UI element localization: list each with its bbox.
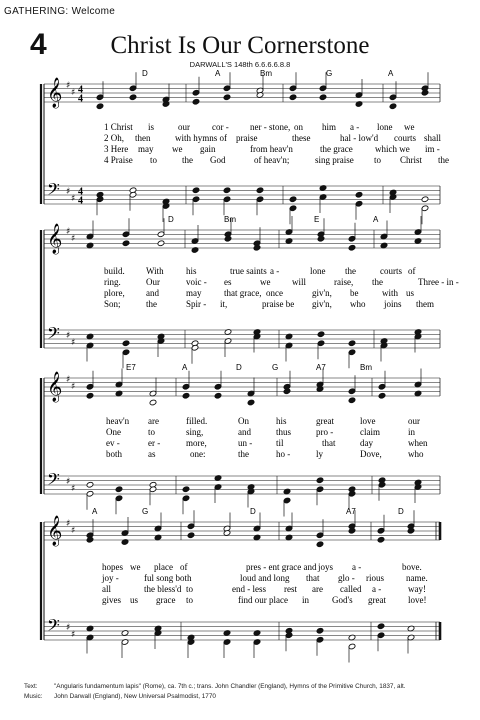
chord-symbol: D — [142, 69, 148, 78]
lyric-syllable: 3 Here — [104, 144, 129, 154]
lyric-syllable: his — [186, 266, 197, 276]
lyric-syllable: which we — [375, 144, 410, 154]
lyric-syllable: joys — [318, 562, 334, 572]
note-head — [86, 392, 94, 399]
chord-symbol: A — [373, 215, 379, 224]
chord-symbol: G — [272, 363, 279, 372]
tune-name: DARWALL'S 148th 6.6.6.6.8.8 — [189, 60, 291, 69]
lyric-syllable: who — [408, 449, 424, 459]
key-signature: ♯ — [71, 526, 76, 536]
lyric-syllable: we — [260, 277, 271, 287]
lyric-syllable: find our place — [238, 595, 288, 605]
lyric-syllable: in — [302, 595, 310, 605]
treble-clef: 𝄞 — [47, 224, 63, 254]
note-head — [223, 94, 231, 101]
lyric-syllable: ner - stone, — [250, 122, 291, 132]
lyric-syllable: his — [276, 416, 287, 426]
credit-text-value: "Angularis fundamentum lapis" (Rome), ca. 7th c.; trans. John Chandler (England), Hymns of the Primitive Church, 1837, alt. — [54, 683, 406, 690]
lyric-syllable: raise, — [334, 277, 354, 287]
lyric-syllable: rious — [366, 573, 384, 583]
lyric-syllable: great — [368, 595, 386, 605]
lyric-syllable: with — [382, 288, 399, 298]
lyric-syllable: and — [146, 288, 159, 298]
time-signature: 4 — [78, 84, 83, 96]
lyric-syllable: lone — [310, 266, 326, 276]
lyric-syllable: glo - — [338, 573, 355, 583]
lyric-syllable: 2 Oh, — [104, 133, 124, 143]
note-head — [289, 196, 297, 203]
key-signature: ♯ — [71, 338, 76, 348]
lyric-syllable: are — [148, 416, 159, 426]
credit-music — [24, 693, 216, 700]
credit-text — [24, 683, 406, 690]
note-head — [157, 240, 165, 247]
note-head — [355, 191, 363, 198]
note-head — [247, 399, 255, 406]
key-signature: ♯ — [66, 623, 71, 633]
lyric-syllable: the — [438, 155, 449, 165]
time-signature: 4 — [78, 93, 83, 105]
lyric-syllable: 1 Christ — [104, 122, 133, 132]
lyric-syllable: Spir - — [186, 299, 207, 309]
lyric-syllable: a - — [270, 266, 280, 276]
lyric-syllable: Dove, — [360, 449, 382, 459]
lyric-syllable: us — [406, 288, 415, 298]
lyric-syllable: a - — [372, 584, 382, 594]
lyric-syllable: love — [360, 416, 376, 426]
lyric-syllable: pro - — [316, 427, 334, 437]
lyric-syllable: ev - — [106, 438, 120, 448]
lyric-syllable: in — [408, 427, 416, 437]
lyric-syllable: great — [316, 416, 334, 426]
note-head — [115, 486, 123, 493]
lyric-syllable: that — [322, 438, 336, 448]
lyric-syllable: a - — [352, 562, 362, 572]
lyric-syllable: ly — [316, 449, 324, 459]
lyric-syllable: sing, — [186, 427, 204, 437]
lyric-syllable: place — [154, 562, 173, 572]
lyric-syllable: courts — [380, 266, 402, 276]
note-head — [316, 541, 324, 548]
key-signature: ♯ — [71, 630, 76, 640]
lyric-syllable: Son; — [104, 299, 121, 309]
lyric-syllable: may — [138, 144, 154, 154]
lyric-syllable: a - — [350, 122, 360, 132]
note-head — [256, 187, 264, 194]
lyric-syllable: the bless'd — [144, 584, 182, 594]
note-head — [389, 103, 397, 110]
lyric-syllable: God's — [332, 595, 353, 605]
lyric-syllable: til — [276, 438, 284, 448]
lyric-syllable: our — [178, 122, 190, 132]
key-signature: ♯ — [71, 484, 76, 494]
lyric-syllable: may — [186, 288, 202, 298]
note-head — [348, 340, 356, 347]
lyric-syllable: the — [345, 266, 356, 276]
lyric-syllable: end - less — [232, 584, 266, 594]
lyric-syllable: Three - in - — [418, 277, 459, 287]
treble-clef: 𝄞 — [47, 516, 63, 546]
bass-clef: 𝄢 — [47, 615, 60, 639]
lyric-syllable: be — [350, 288, 359, 298]
key-signature: ♯ — [66, 375, 71, 385]
lyric-syllable: the — [182, 155, 193, 165]
lyric-syllable: On — [238, 416, 249, 426]
lyric-syllable: with hymns of — [175, 133, 228, 143]
lyric-syllable: love! — [408, 595, 427, 605]
note-head — [96, 103, 104, 110]
lyric-syllable: will — [292, 277, 307, 287]
note-head — [223, 187, 231, 194]
lyric-syllable: sing praise — [315, 155, 354, 165]
lyric-syllable: it, — [220, 299, 228, 309]
lyric-syllable: we — [172, 144, 183, 154]
lyric-syllable: we — [404, 122, 415, 132]
lyric-syllable: more, — [186, 438, 207, 448]
note-head — [122, 240, 130, 247]
lyric-syllable: un - — [238, 438, 253, 448]
bass-clef: 𝄢 — [47, 469, 60, 493]
note-head — [149, 399, 157, 406]
lyric-syllable: pres - ent grace and — [246, 562, 317, 572]
time-signature: 4 — [78, 195, 83, 207]
lyric-syllable: both — [106, 449, 123, 459]
lyric-syllable: praise — [236, 133, 258, 143]
note-head — [377, 623, 385, 630]
lyric-syllable: called — [340, 584, 362, 594]
lyric-syllable: 4 Praise — [104, 155, 133, 165]
chord-symbol: A7 — [316, 363, 326, 372]
lyric-syllable: are — [312, 584, 323, 594]
note-head — [317, 331, 325, 338]
lyric-syllable: to — [186, 584, 194, 594]
lyric-syllable: true saints — [230, 266, 267, 276]
key-signature: ♯ — [66, 187, 71, 197]
lyric-syllable: the — [146, 299, 157, 309]
lyric-syllable: joins — [384, 299, 402, 309]
lyric-syllable: once — [266, 288, 283, 298]
chord-symbol: A7 — [346, 507, 356, 516]
key-signature: ♯ — [66, 331, 71, 341]
lyric-syllable: to — [186, 595, 194, 605]
note-head — [182, 392, 190, 399]
bass-clef: 𝄢 — [47, 323, 60, 347]
chord-symbol: A — [215, 69, 221, 78]
key-signature: ♯ — [66, 81, 71, 91]
lyric-syllable: ring. — [104, 277, 121, 287]
credit-text-label: Text: — [24, 683, 38, 690]
lyric-syllable: heav'n — [106, 416, 130, 426]
key-signature: ♯ — [66, 477, 71, 487]
lyric-syllable: from heav'n — [250, 144, 293, 154]
lyric-syllable: and — [238, 427, 251, 437]
lyric-syllable: on — [294, 122, 303, 132]
lyric-syllable: all — [102, 584, 111, 594]
chord-symbol: Bm — [224, 215, 236, 224]
key-signature: ♯ — [71, 382, 76, 392]
bass-clef: 𝄢 — [47, 179, 60, 203]
lyric-syllable: day — [360, 438, 373, 448]
lyric-syllable: way! — [408, 584, 426, 594]
chord-symbol: A — [92, 507, 98, 516]
note-head — [421, 196, 429, 203]
key-signature: ♯ — [71, 234, 76, 244]
chord-symbol: A — [388, 69, 394, 78]
note-head — [187, 532, 195, 539]
chord-symbol: D — [398, 507, 404, 516]
lyric-syllable: our — [408, 416, 420, 426]
chord-symbol: D — [250, 507, 256, 516]
lyric-syllable: grace — [156, 595, 176, 605]
lyric-syllable: gives — [102, 595, 121, 605]
note-head — [348, 244, 356, 251]
lyric-syllable: him — [322, 122, 337, 132]
lyric-syllable: im - — [425, 144, 440, 154]
lyric-syllable: the — [238, 449, 249, 459]
chord-symbol: E — [314, 215, 320, 224]
lyric-syllable: thus — [276, 427, 292, 437]
lyric-syllable: ho - — [276, 449, 291, 459]
note-head — [182, 486, 190, 493]
lyric-syllable: hopes — [102, 562, 123, 572]
lyric-syllable: of heav'n; — [254, 155, 290, 165]
section-label: GATHERING: Welcome — [4, 6, 116, 17]
chord-symbol: Bm — [360, 363, 372, 372]
lyric-syllable: build. — [104, 266, 125, 276]
credit-music-label: Music: — [24, 693, 43, 700]
note-head — [378, 392, 386, 399]
chord-symbol: E7 — [126, 363, 136, 372]
note-head — [316, 627, 324, 634]
lyric-syllable: of — [408, 266, 416, 276]
treble-clef: 𝄞 — [47, 78, 63, 108]
lyric-syllable: lone — [377, 122, 393, 132]
note-head — [377, 536, 385, 543]
lyric-syllable: er - — [148, 438, 161, 448]
note-head — [129, 94, 137, 101]
lyric-syllable: courts — [394, 133, 416, 143]
note-head — [289, 94, 297, 101]
note-head — [319, 94, 327, 101]
lyric-syllable: them — [416, 299, 434, 309]
lyric-syllable: then — [135, 133, 151, 143]
lyric-syllable: giv'n, — [312, 288, 332, 298]
lyric-syllable: the — [372, 277, 383, 287]
lyric-syllable: Our — [146, 277, 160, 287]
lyric-syllable: these — [292, 133, 311, 143]
lyric-syllable: the grace — [320, 144, 353, 154]
time-signature: 4 — [78, 186, 83, 198]
hymn-title: Christ Is Our Cornerstone — [110, 32, 370, 59]
chord-symbol: D — [236, 363, 242, 372]
lyric-syllable: to — [150, 155, 158, 165]
lyric-syllable: who — [350, 299, 366, 309]
note-head — [316, 477, 324, 484]
lyric-syllable: as — [148, 449, 156, 459]
lyric-syllable: bove. — [402, 562, 422, 572]
lyric-syllable: plore, — [104, 288, 125, 298]
lyric-syllable: filled. — [186, 416, 208, 426]
lyric-syllable: claim — [360, 427, 380, 437]
lyric-syllable: rest — [284, 584, 297, 594]
note-head — [192, 98, 200, 105]
lyric-syllable: ful song both — [144, 573, 192, 583]
chord-symbol: G — [142, 507, 149, 516]
note-head — [122, 340, 130, 347]
lyric-syllable: With — [146, 266, 164, 276]
chord-symbol: G — [326, 69, 333, 78]
note-head — [348, 397, 356, 404]
note-head — [192, 187, 200, 194]
lyric-syllable: that grace, — [224, 288, 262, 298]
lyric-syllable: is — [148, 122, 155, 132]
lyric-syllable: gain — [200, 144, 216, 154]
lyric-syllable: One — [106, 427, 121, 437]
key-signature: ♯ — [66, 519, 71, 529]
chord-symbol: D — [168, 215, 174, 224]
lyric-syllable: giv'n, — [312, 299, 332, 309]
lyric-syllable: of — [180, 562, 188, 572]
lyric-syllable: loud and long — [240, 573, 290, 583]
lyric-syllable: God — [210, 155, 226, 165]
lyric-syllable: es — [224, 277, 232, 287]
lyric-syllable: voic - — [186, 277, 207, 287]
lyric-syllable: Christ — [400, 155, 423, 165]
key-signature: ♯ — [71, 88, 76, 98]
lyric-syllable: we — [130, 562, 141, 572]
chord-symbol: A — [182, 363, 188, 372]
lyric-syllable: that — [306, 573, 320, 583]
lyric-syllable: to — [374, 155, 382, 165]
lyric-syllable: praise be — [262, 299, 295, 309]
key-signature: ♯ — [66, 227, 71, 237]
credit-music-value: John Darwall (England), New Universal Psalmodist, 1770 — [54, 693, 216, 700]
lyric-syllable: name. — [406, 573, 428, 583]
key-signature: ♯ — [71, 194, 76, 204]
note-head — [86, 481, 94, 488]
lyric-syllable: joy - — [102, 573, 119, 583]
lyric-syllable: when — [408, 438, 428, 448]
treble-clef: 𝄞 — [47, 372, 63, 402]
chord-symbol: Bm — [260, 69, 272, 78]
hymn-number: 4 — [30, 28, 47, 61]
lyric-syllable: us — [130, 595, 139, 605]
lyric-syllable: hal - low'd — [340, 133, 379, 143]
lyric-syllable: one: — [190, 449, 206, 459]
lyric-syllable: to — [148, 427, 156, 437]
lyric-syllable: cor - — [212, 122, 229, 132]
note-head — [214, 392, 222, 399]
lyric-syllable: shall — [424, 133, 441, 143]
